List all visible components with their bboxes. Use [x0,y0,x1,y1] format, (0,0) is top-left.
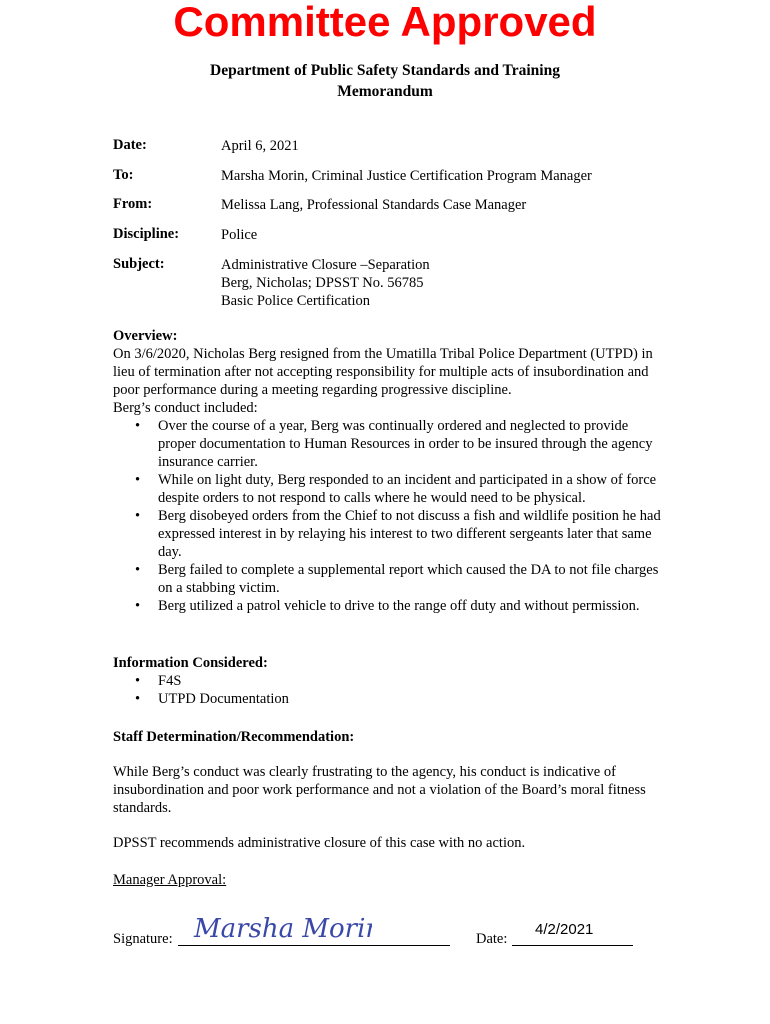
conduct-list [113,417,668,615]
signature-drawing [192,910,372,946]
list-item: • Over the course of a year, Berg was continually ordered and neglected to provide proper documentation to Human Resources in order to be insured through the agency insurance carrier. [113,417,668,471]
overview-intro: On 3/6/2020, Nicholas Berg resigned from the Umatilla Tribal Police Department (UTPD) in lieu of termination after not accepting responsibility for multiple acts of insubordination and poor performance during a meeting regarding progressive discipline. [113,346,653,398]
date-value: April 6, 2021 [221,138,299,154]
overview-lead: Berg’s conduct included: [113,400,258,416]
date-line [512,945,633,946]
discipline-value: Police [221,227,258,243]
list-item: • Berg utilized a patrol vehicle to drive to the range off duty and without permission. [113,597,668,615]
staff-determination-title: Staff Determination/Recommendation: [113,729,355,745]
memorandum-title: Memorandum [337,83,433,100]
memo-header [0,60,770,102]
list-item: • F4S [113,672,673,690]
subject-line: Administrative Closure –Separation [221,257,430,273]
department-title: Department of Public Safety Standards and Training [210,62,560,79]
overview-section [113,327,668,615]
subject-label: Subject: [113,256,165,272]
subject-value [221,256,430,310]
subject-line: Berg, Nicholas; DPSST No. 56785 [221,275,424,291]
to-label: To: [113,167,134,183]
list-item: • Berg disobeyed orders from the Chief to not discuss a fish and wildlife position he had expressed interest in by relaying his interest to two different sergeants later that same day. [113,507,668,561]
signature-text: Marsha Morin [194,914,372,944]
date-label: Date: [113,137,147,153]
to-value: Marsha Morin, Criminal Justice Certification Program Manager [221,168,592,184]
list-item: • Berg failed to complete a supplemental report which caused the DA to not file charges on a stabbing victim. [113,561,668,597]
discipline-label: Discipline: [113,226,180,242]
staff-paragraph-1: While Berg’s conduct was clearly frustrating to the agency, his conduct is indicative of insubordination and poor work performance and not a violation of the Board’s moral fitness standards. [113,764,646,816]
overview-title: Overview: [113,328,178,344]
handwritten-signature [192,910,372,951]
subject-line: Basic Police Certification [221,293,370,309]
staff-paragraph-2: DPSST recommends administrative closure of this case with no action. [113,835,526,851]
list-item: • While on light duty, Berg responded to an incident and participated in a show of force despite orders to not respond to calls where he would need to be physical. [113,471,668,507]
signed-date-value: 4/2/2021 [535,921,594,938]
staff-determination-section [113,728,673,746]
committee-approved-stamp: Committee Approved [173,0,597,45]
information-list [113,672,673,708]
from-label: From: [113,196,153,212]
manager-approval-label: Manager Approval: [113,872,227,888]
date-label: Date: [476,931,508,947]
signature-label: Signature: [113,931,173,947]
list-item: • UTPD Documentation [113,690,673,708]
information-section [113,654,673,708]
information-title: Information Considered: [113,655,268,671]
from-value: Melissa Lang, Professional Standards Case Manager [221,197,527,213]
